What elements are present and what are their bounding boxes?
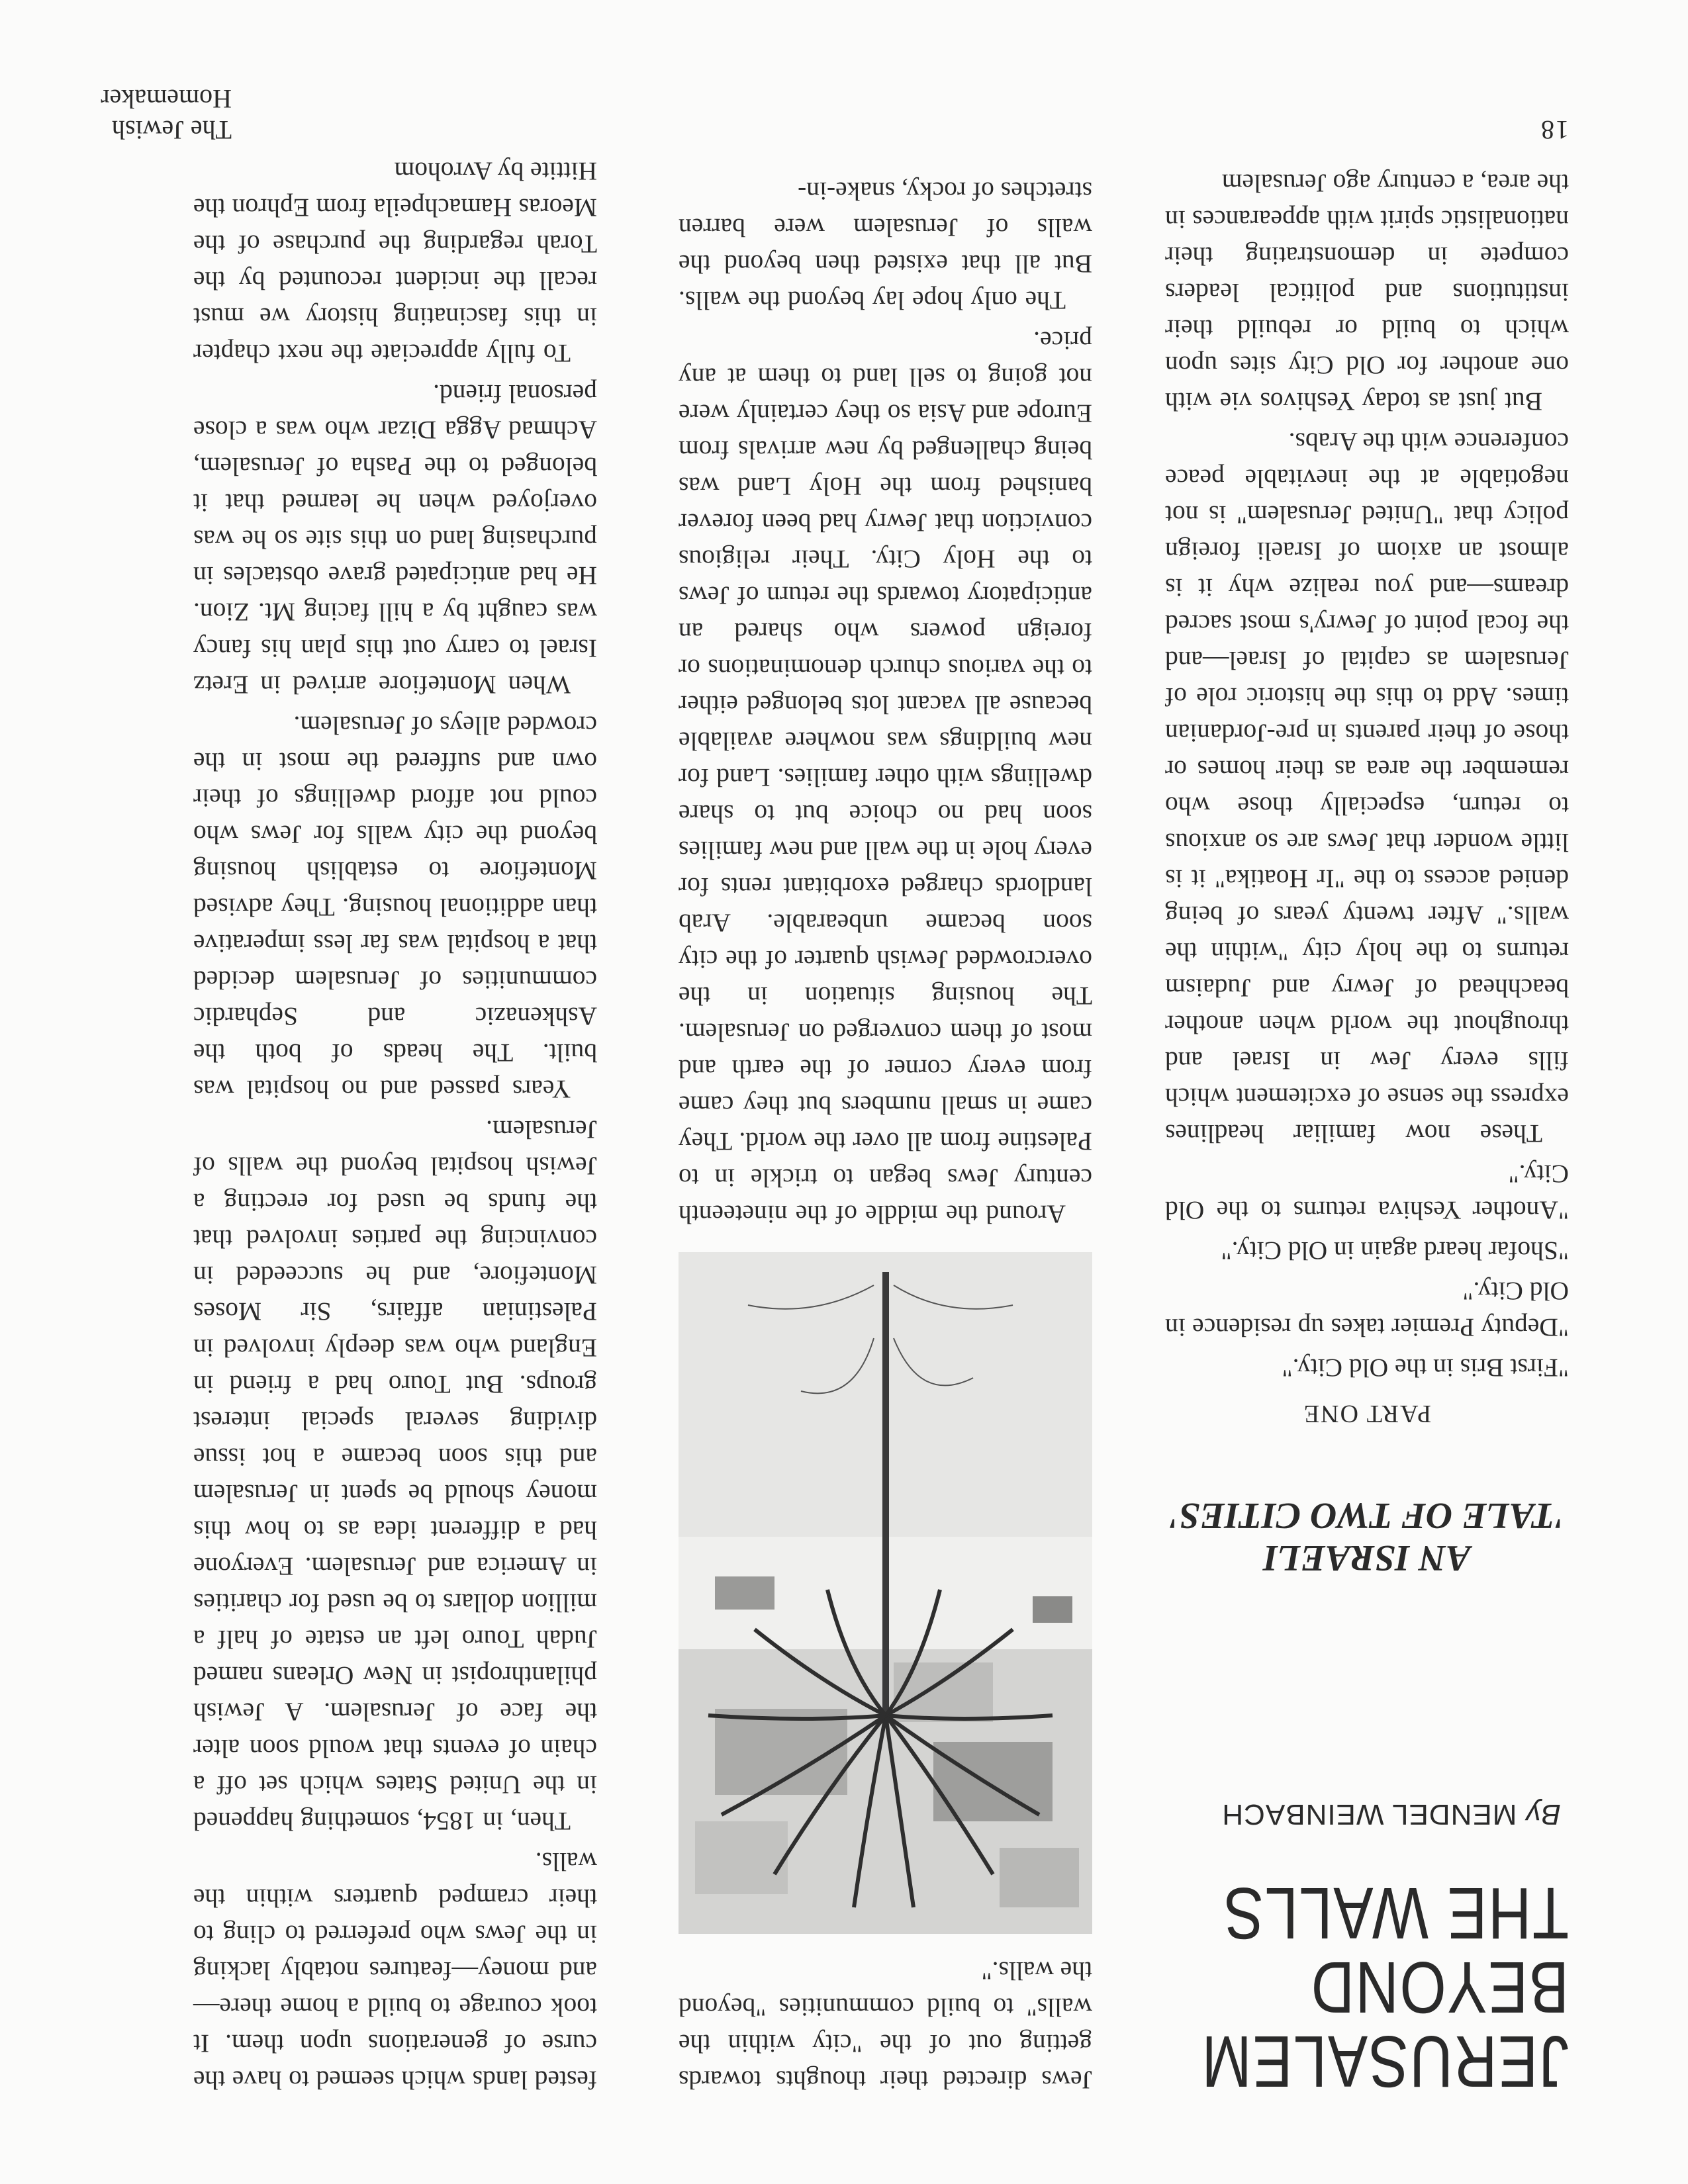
subtitle-line: AN ISRAELI <box>1263 1537 1471 1578</box>
headline-quote: "Shofar heard again in Old City." <box>1221 1236 1569 1265</box>
title-line: BEYOND <box>1310 1946 1569 2028</box>
headline-quote: "First Bris in the Old City." <box>1282 1353 1569 1383</box>
body-paragraph: The only hope lay beyond the walls. But all that existed then beyond the walls of Jerusalem were barren stretches of rocky, snake-in- <box>679 177 1092 315</box>
body-paragraph: Around the middle of the nineteenth century Jews began to trickle in to Palestine from all over the world. They came in small numbers but they came from every corner of the earth and most of them converged on Jerusalem. The housing situation in the overcrowded Jewish quarter of the city soon became unbearable. Arab landlords charged exorbitant rents for every hole in the wall and new families soon had no choice but to share dwellings with other families. Land for new buildings was nowhere available because all vacant lots belonged either to the various church denominations or foreign powers who shared an anticipatory towards the return of Jews to the Holy City. Their religious conviction that Jewry had been forever banished from the Holy Land was being challenged by new arrivals from Europe and Asia so they certainly were not going to sell land to them at any price. <box>679 326 1092 1229</box>
byline-author: MENDEL WEINBACH <box>1221 1798 1517 1831</box>
body-paragraph: To fully appreciate the next chapter in this fascinating history we must recall the incident recounted by the Torah regarding the purchase of the Meoras Hamachpeila from Ephron the Hittite by Avrohom <box>193 157 597 368</box>
palm-tree-drawing <box>679 1252 1092 1934</box>
illustration-palm-tree <box>679 1252 1092 1934</box>
column-middle <box>679 169 1092 2098</box>
body-paragraph: Jews directed their thoughts towards getting out of the "city within the walls" to build communities "beyond the walls." <box>679 1956 1092 2095</box>
page-number: 18 <box>1540 115 1569 145</box>
column-title <box>1165 161 1569 2102</box>
column-right <box>193 149 597 2098</box>
title-line: THE WALLS <box>1223 1872 1569 1954</box>
body-paragraph: When Montefiore arrived in Eretz Israel to carry out this plan his fancy was caught by a hill facing Mt. Zion. He had anticipated grave obstacles in purchasing land on this site so he was overjoyed when he learned that it belonged to the Pasha of Jerusalem, Achmad Agga Dizar who was a close personal friend. <box>193 379 597 700</box>
magazine-name: The Jewish Homemaker <box>101 84 232 145</box>
headline-quote: "Deputy Premier takes up residence in Old City." <box>1165 1277 1569 1342</box>
part-label: PART ONE <box>1302 1400 1432 1428</box>
article-title <box>1200 1872 1569 2102</box>
body-paragraph: fested lands which seemed to have the curse of generations upon them. It took courage to build a home there—and money—features notably lacking in the Jews who preferred to cling to their cramped quarters within the walls. <box>193 1847 597 2095</box>
body-paragraph: Then, in 1854, something happened in the United States which set off a chain of events that would soon alter the face of Jerusalem. A Jewish philanthropist in New Orleans named Judah Touro left an estate of half a million dollars to be used for charities in America and Jerusalem. Everyone had a different idea as to how this money should be spent in Jerusalem and this soon became a hot issue dividing several special interest groups. But Touro had a friend in England who was deeply involved in Palestinian affairs, Sir Moses Montefiore, and he succeeded in convincing the parties involved that the funds be used for erecting a Jewish hospital beyond the walls of Jerusalem. <box>193 1115 597 1836</box>
title-line: JERUSALEM <box>1200 2021 1569 2102</box>
headline-quote: "Another Yeshiva returns to the Old City." <box>1165 1160 1569 1225</box>
byline-by: By <box>1525 1798 1561 1831</box>
body-paragraph: But just as today Yeshivos vie with one another for Old City sites upon which to build or rebuild their institutions and political leaders compete in demonstrating their nationalistic spirit with appearances in the area, a century ago Jerusalem <box>1165 169 1569 416</box>
body-paragraph: These now familiar headlines express the sense of excitement which fills every Jew in Israel and throughout the world when another beachhead of Jewry and Judaism returns to the holy city "within the walls." After twenty years of being denied access to the "Ir Hoatika" it is little wonder that Jews are so anxious to return, especially those who remember the area as their homes or those of their parents in pre-Jordanian times. Add to this the historic role of Jerusalem as capital of Israel—and the focal point of Jewry's most sacred dreams—and you realize why it is almost an axiom of Israeli foreign policy that "United Jerusalem" is not negotiable at the inevitable peace conference with the Arabs. <box>1165 428 1569 1148</box>
body-paragraph: Years passed and no hospital was built. The heads of both the Ashkenazic and Sephardic communities of Jerusalem decided that a hospital was far less imperative than additional housing. They advised Montefiore to establish housing beyond the city walls for Jews who could not afford dwellings of their own and suffered the most in the crowded alleys of Jerusalem. <box>193 711 597 1104</box>
article-subtitle <box>1165 1494 1569 1579</box>
byline <box>1165 1797 1561 1831</box>
subtitle-line: 'TALE OF TWO CITIES' <box>1169 1495 1566 1536</box>
